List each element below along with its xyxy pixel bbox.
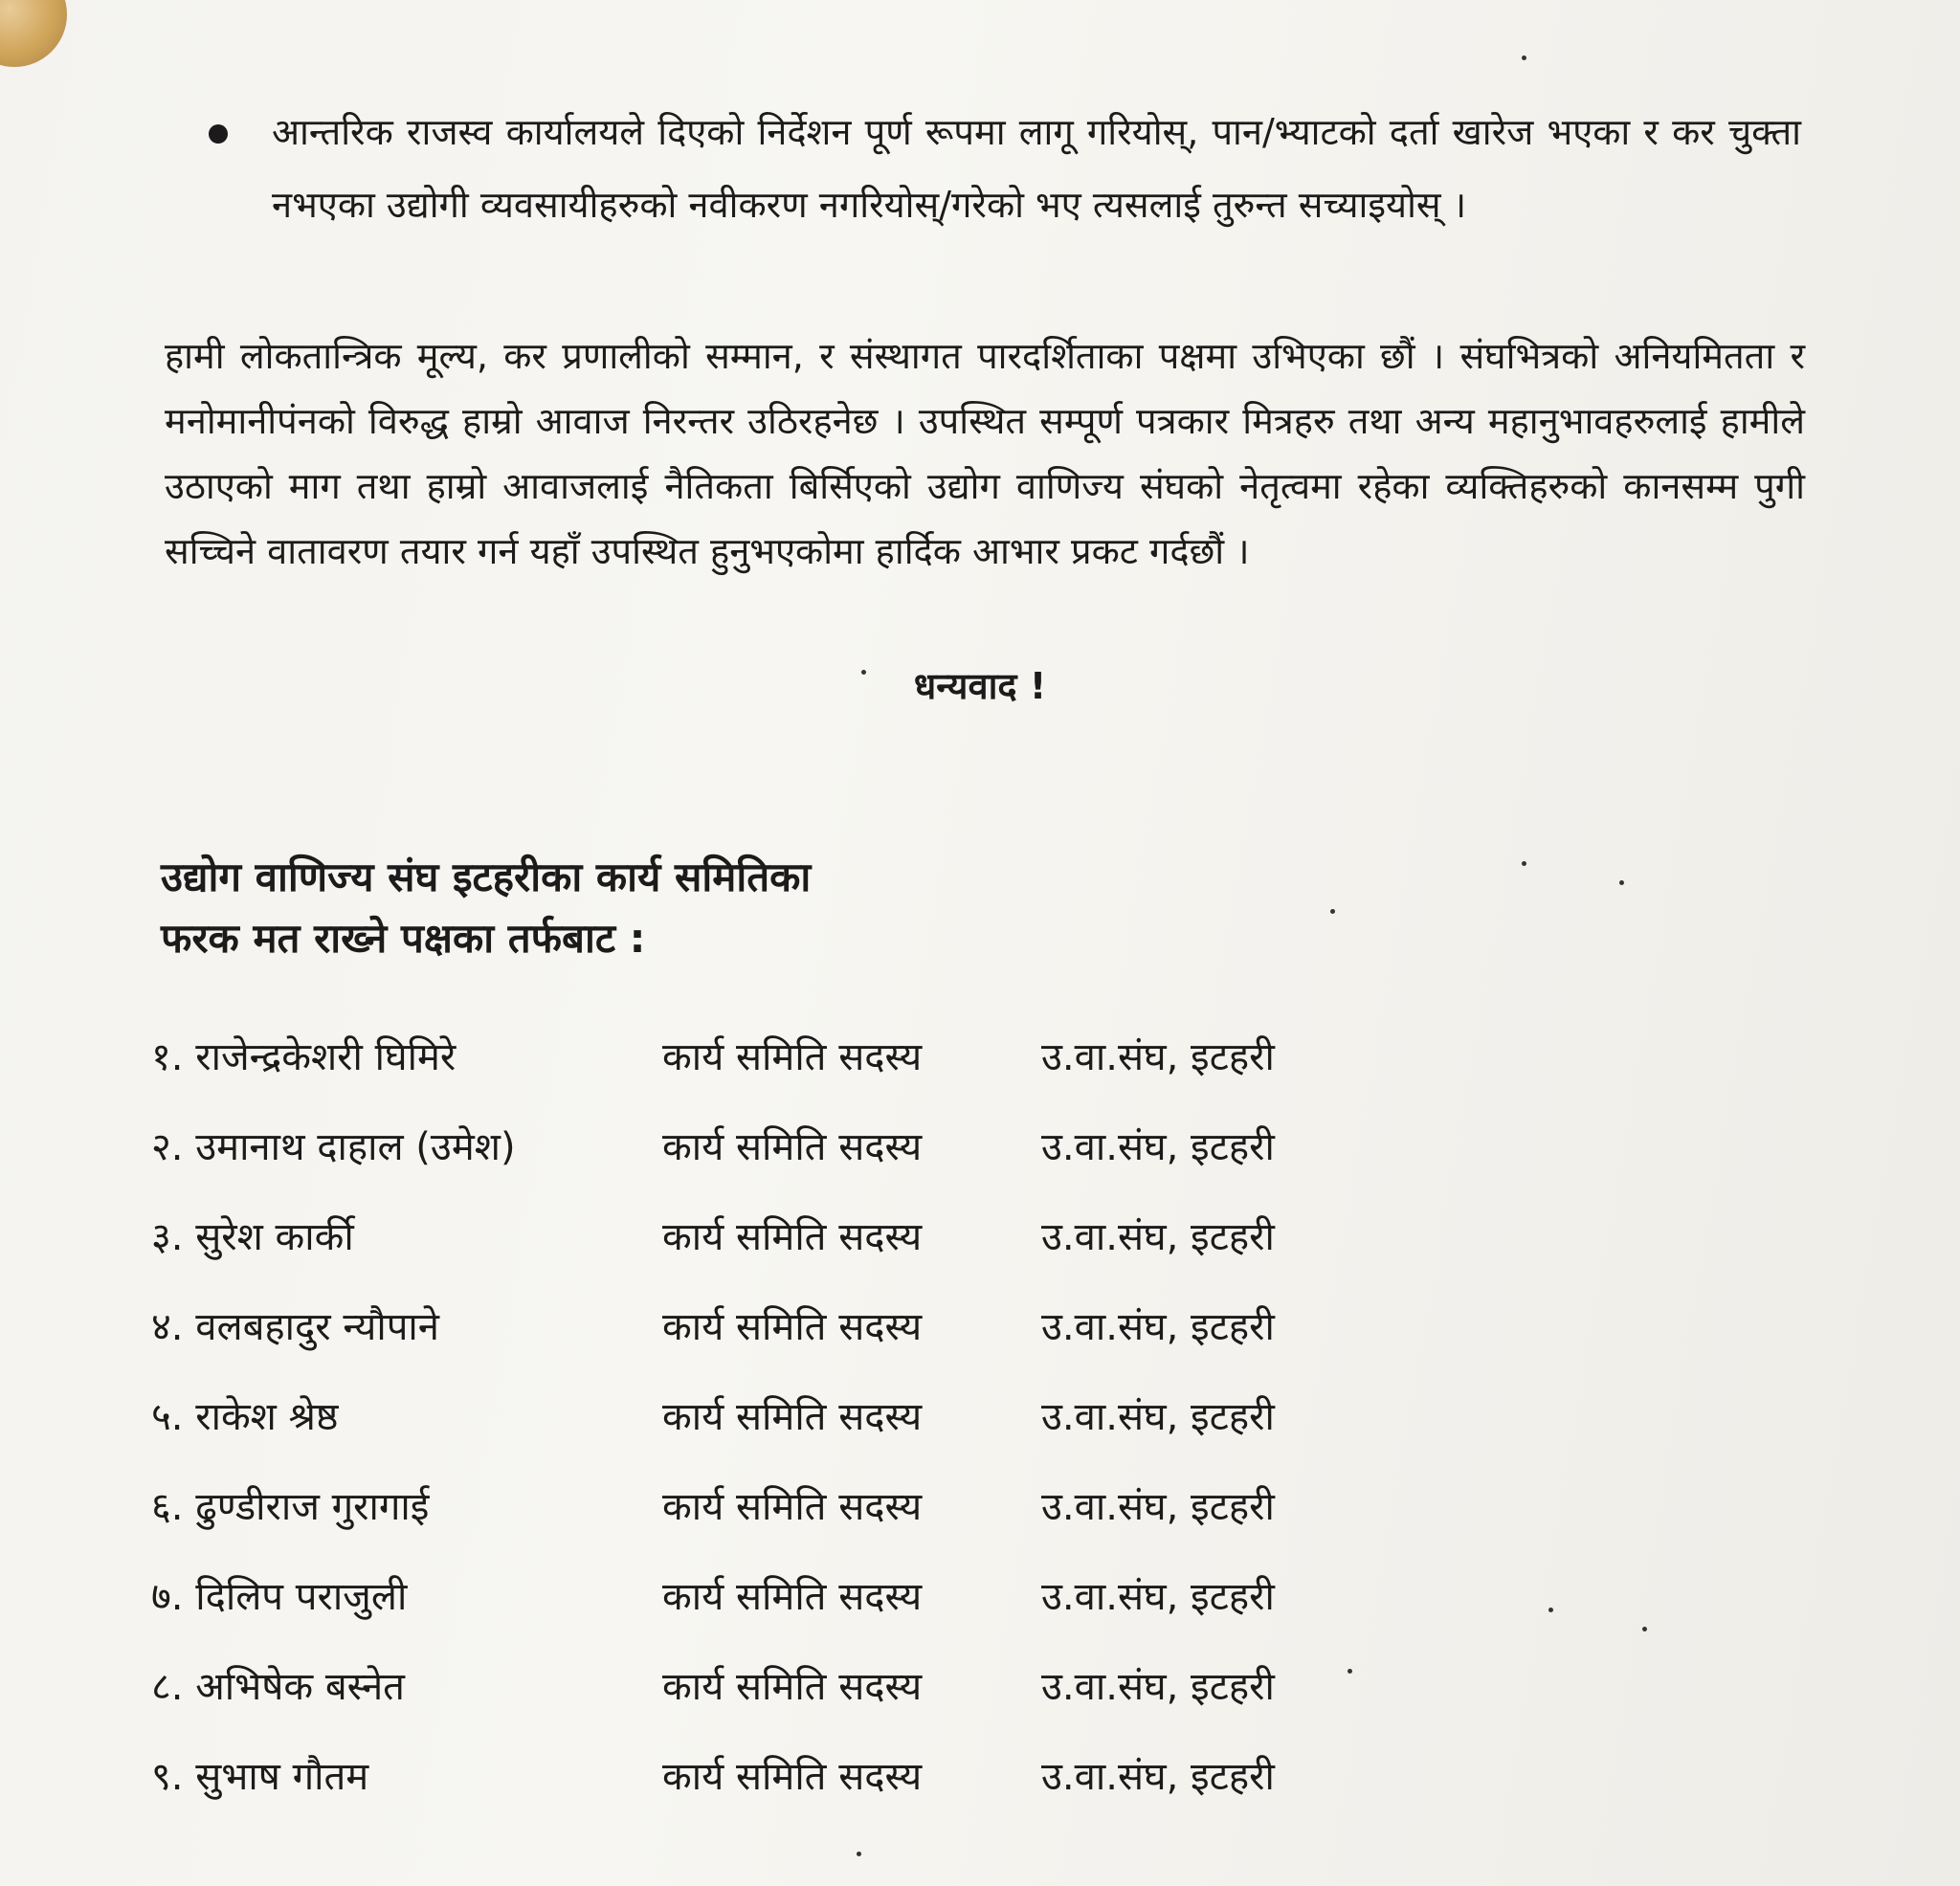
- thanks-line: धन्यवाद !: [913, 665, 1047, 707]
- bullet-text: आन्तरिक राजस्व कार्यालयले दिएको निर्देशन पूर्ण रूपमा लागू गरियोस्, पान/भ्याटको दर्ता खारेज भएका र कर चुक्ता नभएका उद्योगी व्यवसायीहरुको नवीकरण नगरियोस्/गरेको भए त्यसलाई तुरुन्त सच्याइयोस् ।: [272, 111, 1801, 226]
- member-org: उ.वा.संघ, इटहरी: [1041, 1215, 1275, 1259]
- member-role: कार्य समिति सदस्य: [662, 1125, 923, 1169]
- member-org: उ.वा.संघ, इटहरी: [1041, 1305, 1275, 1349]
- member-name: ९. सुभाष गौतम: [151, 1755, 369, 1799]
- heading-line-1: उद्योग वाणिज्य संघ इटहरीका कार्य समितिका: [161, 854, 812, 900]
- member-org: उ.वा.संघ, इटहरी: [1041, 1035, 1275, 1079]
- heading-line-2: फरक मत राख्ने पक्षका तर्फबाट :: [161, 915, 646, 962]
- member-role: कार्य समिति सदस्य: [662, 1755, 923, 1799]
- member-name: ५. राकेश श्रेष्ठ: [151, 1395, 339, 1439]
- member-name: ७. दिलिप पराजुली: [151, 1575, 408, 1619]
- statement-paragraph: हामी लोकतान्त्रिक मूल्य, कर प्रणालीको सम्मान, र संस्थागत पारदर्शिताका पक्षमा उभिएका छौं । संघभित्रको अनियमितता र मनोमानीपंनको विरुद्ध हाम्रो आवाज निरन्तर उठिरहनेछ । उपस्थित सम्पूर्ण पत्रकार मित्रहरु तथा अन्य महानुभावहरुलाई हामीले उठाएको माग तथा हाम्रो आवाजलाई नैतिकता बिर्सिएको उद्योग वाणिज्य संघको नेतृत्वमा रहेका व्यक्तिहरुको कानसम्म पुगी सच्चिने वातावरण तयार गर्न यहाँ उपस्थित हुनुभएकोमा हार्दिक आभार प्रकट गर्दछौं ।: [165, 335, 1805, 572]
- paper-speck: [1522, 55, 1526, 60]
- member-org: उ.वा.संघ, इटहरी: [1041, 1575, 1275, 1619]
- paper-speck: [1348, 1669, 1352, 1674]
- member-row: [151, 1478, 1395, 1568]
- member-row: [151, 1748, 1395, 1838]
- member-org: उ.वा.संघ, इटहरी: [1041, 1485, 1275, 1529]
- member-role: कार्य समिति सदस्य: [662, 1665, 923, 1709]
- member-row: [151, 1388, 1395, 1478]
- member-org: उ.वा.संघ, इटहरी: [1041, 1125, 1275, 1169]
- bullet-icon: [209, 124, 228, 144]
- member-org: उ.वा.संघ, इटहरी: [1041, 1395, 1275, 1439]
- directive-bullet: [212, 96, 1801, 241]
- seal-stamp-icon: [0, 0, 67, 67]
- member-name: १. राजेन्द्रकेशरी घिमिरे: [151, 1035, 457, 1079]
- member-org: उ.वा.संघ, इटहरी: [1041, 1665, 1275, 1709]
- member-name: २. उमानाथ दाहाल (उमेश): [151, 1125, 516, 1169]
- member-role: कार्य समिति सदस्य: [662, 1035, 923, 1079]
- paper-speck: [857, 1852, 861, 1856]
- member-role: कार्य समिति सदस्य: [662, 1575, 923, 1619]
- paper-speck: [1548, 1608, 1553, 1612]
- member-role: कार्य समिति सदस्य: [662, 1485, 923, 1529]
- member-row: [151, 1568, 1395, 1658]
- member-row: [151, 1298, 1395, 1388]
- paper-speck: [1619, 880, 1624, 885]
- member-list: [151, 1029, 1395, 1838]
- member-name: ४. वलबहादुर न्यौपाने: [151, 1305, 439, 1349]
- member-row: [151, 1209, 1395, 1298]
- signatories-heading: [161, 847, 811, 969]
- paper-speck: [1642, 1627, 1647, 1631]
- paper-speck: [1522, 861, 1526, 866]
- member-row: [151, 1658, 1395, 1748]
- member-name: ६. ढुण्डीराज गुरागाई: [151, 1485, 430, 1529]
- member-row: [151, 1029, 1395, 1119]
- paper-speck: [861, 670, 866, 675]
- member-name: ८. अभिषेक बस्नेत: [151, 1665, 405, 1709]
- member-role: कार्य समिति सदस्य: [662, 1215, 923, 1259]
- member-row: [151, 1119, 1395, 1209]
- paper-speck: [1330, 909, 1335, 914]
- member-name: ३. सुरेश कार्की: [151, 1215, 354, 1259]
- member-role: कार्य समिति सदस्य: [662, 1305, 923, 1349]
- member-role: कार्य समिति सदस्य: [662, 1395, 923, 1439]
- member-org: उ.वा.संघ, इटहरी: [1041, 1755, 1275, 1799]
